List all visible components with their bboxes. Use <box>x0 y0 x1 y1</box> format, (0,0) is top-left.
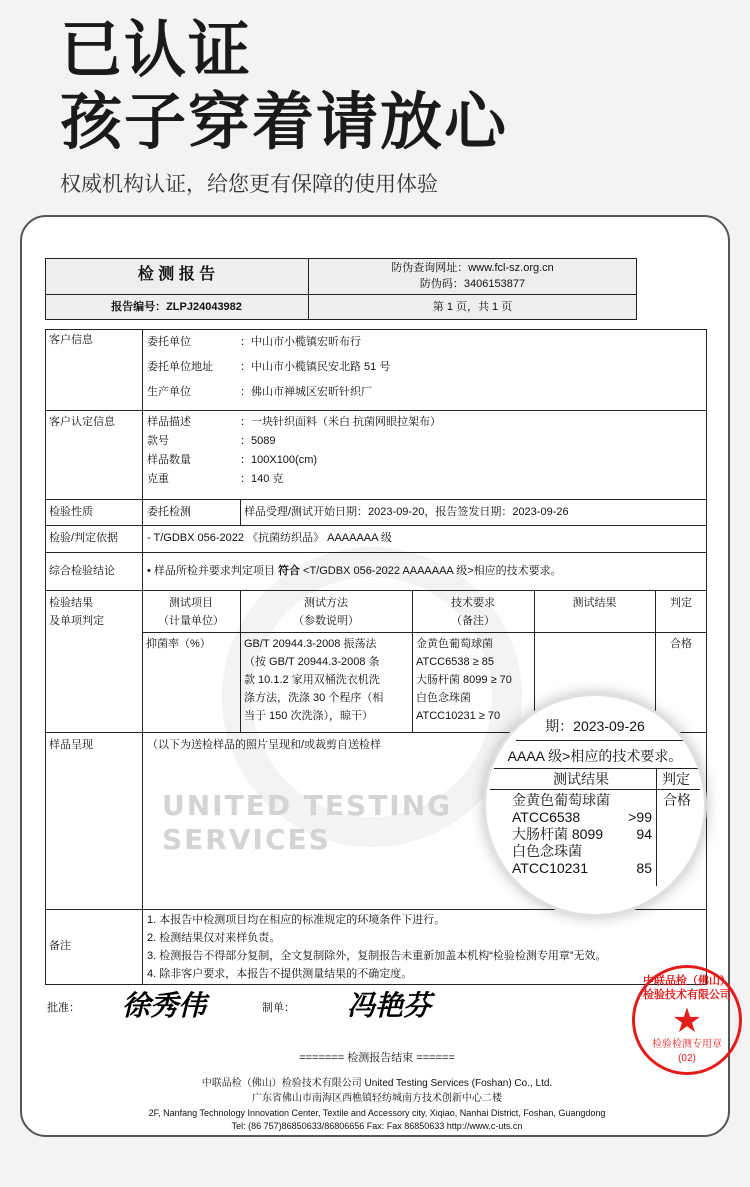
col-header: 测试方法 <box>304 597 348 609</box>
report-title: 检 测 报 告 <box>137 266 216 283</box>
field-value: ：中山市小榄镇宏昕布行 <box>240 336 361 348</box>
watermark: UNITED TESTING SERVICES <box>162 789 453 856</box>
col-header: （计量单位） <box>158 615 224 627</box>
field-label: 克重 <box>147 473 169 485</box>
field-value: ：中山市小榄镇民安北路 51 号 <box>240 361 391 373</box>
field-value: ：140 克 <box>240 473 284 485</box>
basis-label: 检验/判定依据 <box>49 532 119 544</box>
field-value: ：佛山市禅城区宏昕针织厂 <box>240 386 372 398</box>
field-label: 委托单位 <box>147 336 191 348</box>
hero-subtitle: 权威机构认证，给您更有保障的使用体验 <box>60 172 438 196</box>
field-value: ：100X100(cm) <box>240 454 318 466</box>
footer-line: 广东省佛山市南海区西樵镇轻纺城南方技术创新中心二楼 <box>252 1093 502 1104</box>
hero-title-line2: 孩子穿着请放心 <box>60 85 509 158</box>
footer-line: 中联品检（佛山）检验技术有限公司 United Testing Services (Foshan) Co., Ltd. <box>201 1078 553 1089</box>
col-header: （参数说明） <box>293 615 359 627</box>
presentation-label: 样品呈现 <box>49 739 93 751</box>
nature-dates: 样品受理/测试开始日期：2023-09-20，报告签发日期：2023-09-26 <box>244 506 569 518</box>
nature-value: 委托检测 <box>147 506 191 518</box>
footer-line: 2F, Nanfang Technology Innovation Center, Textile and Accessory city, Xiqiao, Nanhai District, Foshan, Guangdong <box>148 1108 606 1118</box>
mag-conclusion: AAAA 级>相应的技术要求。 <box>507 748 683 764</box>
field-value: ：一块针织面料（米白 抗菌网眼拉架布） <box>240 416 442 428</box>
official-stamp <box>632 965 742 1075</box>
col-header: 技术要求 <box>451 597 495 609</box>
sample-info-label: 客户认定信息 <box>49 416 115 428</box>
mag-header: 测试结果 <box>553 771 609 787</box>
mag-verdict: 合格 <box>663 792 691 808</box>
field-label: 生产单位 <box>147 386 191 398</box>
results-label: 及单项判定 <box>49 615 104 627</box>
stamp-bottom-text: 检验检测专用章 <box>652 1039 722 1050</box>
col-header: 判定 <box>670 597 692 609</box>
star-icon: ★ <box>671 1001 703 1041</box>
approver-signature: 徐秀伟 <box>122 989 207 1022</box>
report-number: 报告编号：ZLPJ24043982 <box>111 301 242 313</box>
field-value: ：5089 <box>240 435 276 447</box>
report-end: ======= 检测报告结束 ====== <box>299 1052 455 1064</box>
report-card: UNITED TESTING SERVICES 检 测 报 告 防伪查询网址：www.fcl-sz.org.cn 防伪码：3406153877 报告编号：ZLPJ24043982 第 1 页，共 1 页 客户信息 委托单位 ：中山市小榄镇宏昕布行 委托单位地址 ：中山市小榄镇民安北路 51 号 生产单位 ：佛山市禅城区宏昕针织厂 客户认定信息 样品描述 ：一块针织面料（米白 抗菌网眼拉架布） 款号 ：5089 样品数量 ：100X100(cm) 克重 ：140 克 检验性质 委托检测 样品受理/测试开始日期：2023-09-20，报告签发日期：2023-09-26 检验/判定依据 - T/GDBX 056-2022 《抗菌纺织品》 AAAAAAA 级 综合检验结论 • 样品所检并要求判定项目 符合 <T/GDBX 056-2022 AAAAAAA 级>相应的技术要求。 检验结果 及单项判定 测试项目 （计量单位） 测试方法 （参数说明） 技术要求 （备注） 测试结果 判定 抑菌率（%） GB/T 20944.3-2008 振荡法 （按 GB/T 20944.3-2008 条 款 10.1.2 家用双桶洗衣机洗 涤方法，洗涤 30 个程序（相 当于 150 次洗涤），晾干） 金黄色葡萄球菌 ATCC6538 ≥ 85 大肠杆菌 8099 ≥ 70 白色念珠菌 ATCC10231 ≥ 70 合格 样品呈现 （以下为送检样品的照片呈现和/或裁剪自送检样 备注 1. 本报告中检测项目均在相应的标准规定的环境条件下进行。 2. 检测结果仅对来样负责。 3. 检测报告不得部分复制，全文复制除外，复制报告未重新加盖本机构“检验检测专用章”无效。 4. 除非客户要求，本报告不提供测量结果的不确定度。 批准： 徐秀伟 制单： 冯艳芬 ======= 检测报告结束 ====== 中联品检（佛山）检验技术有限公司 United Testing Services (Foshan) Co., Ltd. 广东省佛山市南海区西樵镇轻纺城南方技术创新中心二楼 2F, Nanfang Technology Innovation Center, Textile and Accessory city, Xiqiao, Nanhai District, Foshan, Guangdong Tel: (86 757)86850633/86806656 Fax: Fax 86850633 http://www.c-uts.cn <box>20 215 730 1137</box>
field-label: 样品描述 <box>147 416 191 428</box>
col-header: 测试项目 <box>169 597 213 609</box>
nature-label: 检验性质 <box>49 506 93 518</box>
footer-line: Tel: (86 757)86850633/86806656 Fax: Fax 86850633 http://www.c-uts.cn <box>231 1121 523 1131</box>
page-indicator: 第 1 页，共 1 页 <box>432 301 513 313</box>
col-header: （备注） <box>451 615 495 627</box>
client-info-label: 客户信息 <box>49 334 93 346</box>
maker-label: 制单： <box>262 1002 295 1014</box>
field-label: 款号 <box>147 435 169 447</box>
test-item: 抑菌率（%） <box>146 638 211 650</box>
basis-value: - T/GDBX 056-2022 《抗菌纺织品》 AAAAAAA 级 <box>147 532 392 544</box>
presentation-value: （以下为送检样品的照片呈现和/或裁剪自送检样 <box>147 739 382 751</box>
maker-signature: 冯艳芬 <box>347 989 432 1022</box>
hero-title-line1: 已认证 <box>60 13 253 86</box>
notes-label: 备注 <box>49 940 71 952</box>
mag-header: 判定 <box>662 771 690 787</box>
col-header: 测试结果 <box>572 597 617 609</box>
anti-fake-code: 防伪码：3406153877 <box>419 278 526 290</box>
mag-date: 期：2023-09-26 <box>545 718 645 734</box>
conclusion-value: • 样品所检并要求判定项目 符合 <T/GDBX 056-2022 AAAAAAA 级>相应的技术要求。 <box>147 565 562 577</box>
field-label: 样品数量 <box>147 454 191 466</box>
magnifier-circle <box>483 693 707 917</box>
mag-results: 金黄色葡萄球菌 ATCC6538 >99 大肠杆菌 8099 94 白色念珠菌 ATCC10231 85 <box>512 792 652 876</box>
conclusion-label: 综合检验结论 <box>49 565 115 577</box>
verdict: 合格 <box>670 638 692 650</box>
results-label: 检验结果 <box>49 597 93 609</box>
stamp-ring-text: 中联品检（佛山）检验技术有限公司 <box>643 975 731 1001</box>
field-label: 委托单位地址 <box>147 361 213 373</box>
anti-fake-url: 防伪查询网址：www.fcl-sz.org.cn <box>391 262 554 274</box>
approve-label: 批准： <box>47 1002 80 1014</box>
stamp-number: (02) <box>678 1053 696 1064</box>
